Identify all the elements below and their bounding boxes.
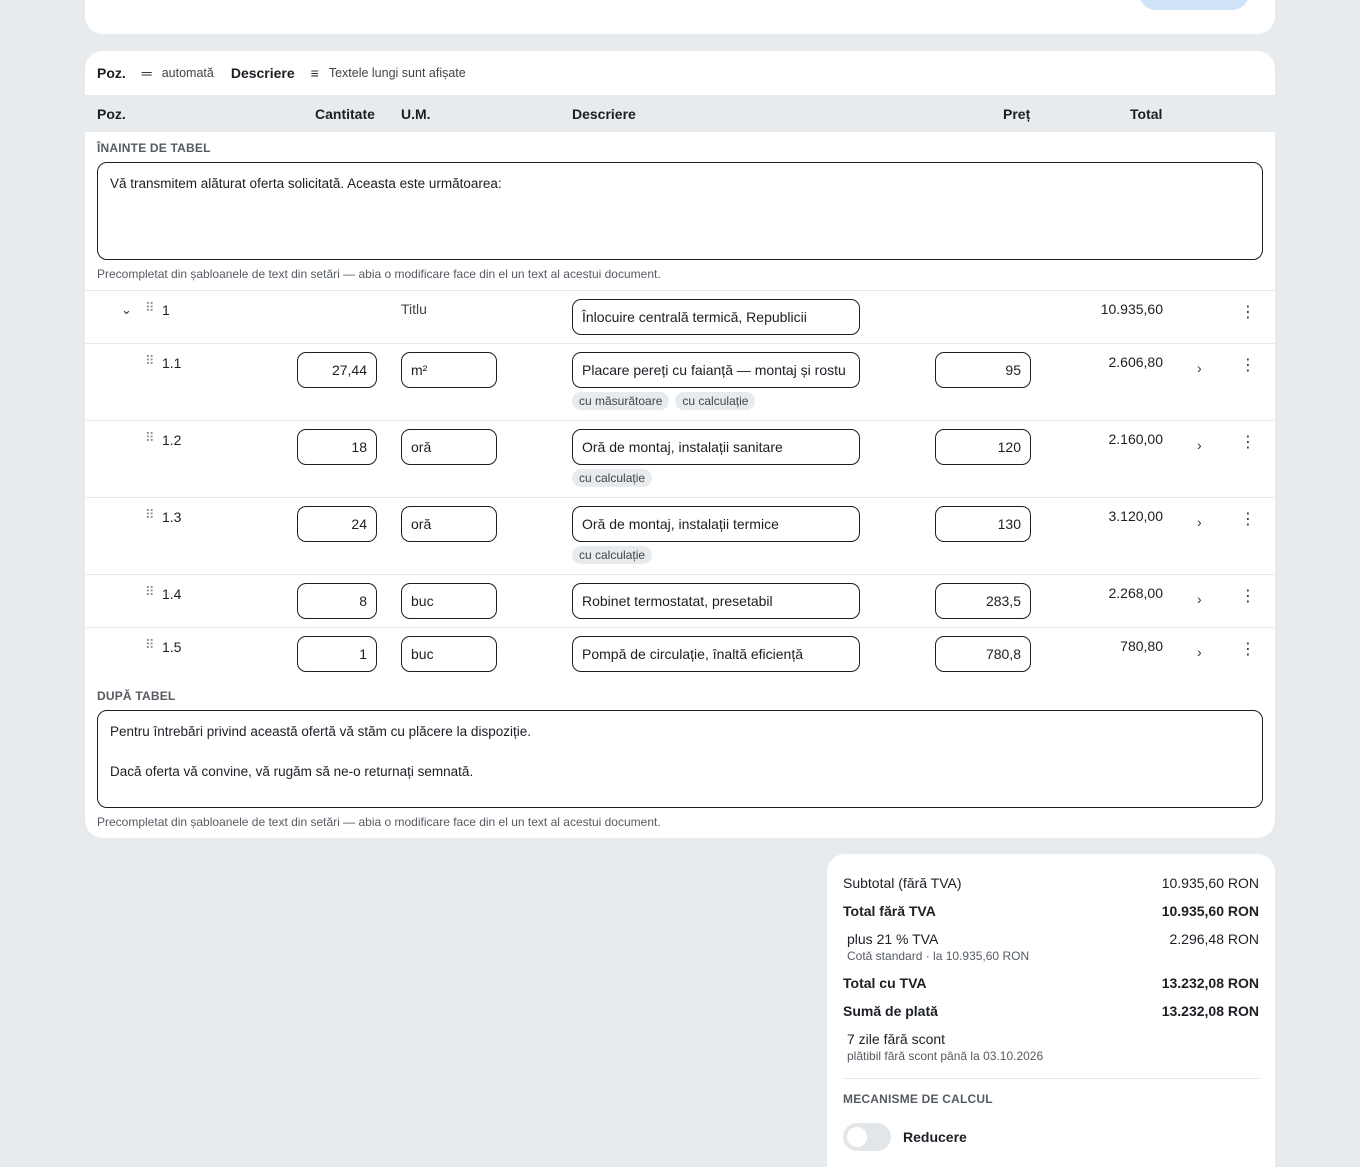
row-pos: 1.3 xyxy=(162,509,182,525)
row-total: 3.120,00 xyxy=(1108,508,1163,524)
col-total: Total xyxy=(1130,106,1163,122)
after-table-label: DUPĂ TABEL xyxy=(97,689,176,703)
subtotal-value: 10.935,60 RON xyxy=(1161,875,1259,891)
payment-terms-label: 7 zile fără scont xyxy=(847,1031,946,1047)
badge-calculation[interactable]: cu calculație xyxy=(675,392,755,410)
col-pos: Poz. xyxy=(97,106,126,122)
top-card xyxy=(85,0,1275,34)
table-row xyxy=(85,420,1275,497)
unit-field[interactable]: buc xyxy=(401,636,497,672)
badge-measurement[interactable]: cu măsurătoare xyxy=(572,392,669,410)
discount-toggle[interactable] xyxy=(843,1123,891,1151)
row-pos: 1.1 xyxy=(162,355,182,371)
price-field[interactable]: 283,5 xyxy=(935,583,1031,619)
drag-handle-icon[interactable]: ⠿ xyxy=(145,637,155,652)
desc-field[interactable]: Placare pereți cu faianță — montaj și rostu xyxy=(572,352,860,388)
kebab-menu-icon[interactable]: ⋮ xyxy=(1240,641,1256,658)
row-total: 2.606,80 xyxy=(1108,354,1163,370)
badge-calculation[interactable]: cu calculație xyxy=(572,469,652,487)
chevron-right-icon[interactable]: › xyxy=(1197,437,1202,453)
qty-field[interactable]: 27,44 xyxy=(297,352,377,388)
drag-handle-icon[interactable]: ⠿ xyxy=(145,507,155,522)
subtotal-line xyxy=(843,875,1259,891)
table-row xyxy=(85,497,1275,574)
chevron-right-icon[interactable]: › xyxy=(1197,360,1202,376)
vat-line xyxy=(847,931,1259,947)
price-field[interactable]: 130 xyxy=(935,506,1031,542)
subtotal-label: Subtotal (fără TVA) xyxy=(843,875,962,891)
after-table-hint: Precompletat din șabloanele de text din setări — abia o modificare face din el un text al acestui document. xyxy=(97,815,661,829)
positions-card xyxy=(85,51,1275,838)
title-row xyxy=(85,290,1275,343)
badge-calculation[interactable]: cu calculație xyxy=(572,546,652,564)
unit-field[interactable]: buc xyxy=(401,583,497,619)
kebab-menu-icon[interactable]: ⋮ xyxy=(1240,304,1256,321)
calc-mechanisms-title: MECANISME DE CALCUL xyxy=(843,1092,993,1106)
gross-total-value: 13.232,08 RON xyxy=(1161,975,1259,991)
drag-handle-icon[interactable]: ⠿ xyxy=(145,300,155,315)
table-row xyxy=(85,343,1275,420)
summary-card xyxy=(827,854,1275,1167)
net-total-label: Total fără TVA xyxy=(843,903,936,919)
desc-field[interactable]: Robinet termostatat, presetabil xyxy=(572,583,860,619)
qty-field[interactable]: 8 xyxy=(297,583,377,619)
row-total: 2.268,00 xyxy=(1108,585,1163,601)
chevron-down-icon[interactable]: ⌄ xyxy=(121,302,132,317)
drag-handle-icon[interactable]: ⠿ xyxy=(145,430,155,445)
gross-total-line xyxy=(843,975,1259,991)
after-table-textarea[interactable]: Pentru întrebări privind această ofertă vă stăm cu plăcere la dispoziție. Dacă oferta vă convine, vă rugăm să ne-o returnați semnată. xyxy=(97,710,1263,808)
price-field[interactable]: 120 xyxy=(935,429,1031,465)
table-toolbar xyxy=(85,51,1275,95)
table-row xyxy=(85,574,1275,627)
col-price: Preț xyxy=(1003,106,1031,122)
chevron-right-icon[interactable]: › xyxy=(1197,644,1202,660)
row-pos: 1.4 xyxy=(162,586,182,602)
desc-field[interactable]: Oră de montaj, instalații sanitare xyxy=(572,429,860,465)
amount-due-line xyxy=(843,1003,1259,1019)
row-pos: 1.5 xyxy=(162,639,182,655)
numbering-icon[interactable]: ═ xyxy=(141,65,152,81)
payment-terms-subtext: plătibil fără scont până la 03.10.2026 xyxy=(847,1049,1044,1063)
desc-mode-value[interactable]: Textele lungi sunt afișate xyxy=(328,66,466,80)
primary-button[interactable] xyxy=(1139,0,1249,10)
before-table-label: ÎNAINTE DE TABEL xyxy=(97,141,211,155)
row-total: 780,80 xyxy=(1120,638,1163,654)
col-desc: Descriere xyxy=(572,106,636,122)
row-pos: 1 xyxy=(162,302,170,318)
desc-field[interactable]: Oră de montaj, instalații termice xyxy=(572,506,860,542)
pos-mode-label: Poz. xyxy=(97,65,126,81)
net-total-value: 10.935,60 RON xyxy=(1161,903,1259,919)
chevron-right-icon[interactable]: › xyxy=(1197,514,1202,530)
amount-due-label: Sumă de plată xyxy=(843,1003,938,1019)
desc-mode-label: Descriere xyxy=(230,65,295,81)
pos-mode-value[interactable]: automată xyxy=(161,66,214,80)
unit-field[interactable]: oră xyxy=(401,506,497,542)
kebab-menu-icon[interactable]: ⋮ xyxy=(1240,511,1256,528)
row-total: 10.935,60 xyxy=(1100,301,1163,317)
vat-subtext: Cotă standard · la 10.935,60 RON xyxy=(847,949,1030,963)
row-type: Titlu xyxy=(401,301,427,317)
row-pos: 1.2 xyxy=(162,432,182,448)
drag-handle-icon[interactable]: ⠿ xyxy=(145,353,155,368)
text-lines-icon[interactable]: ≡ xyxy=(310,65,319,81)
vat-label: plus 21 % TVA xyxy=(847,931,939,947)
table-row xyxy=(85,627,1275,680)
divider xyxy=(843,1078,1259,1079)
price-field[interactable]: 95 xyxy=(935,352,1031,388)
qty-field[interactable]: 18 xyxy=(297,429,377,465)
net-total-line xyxy=(843,903,1259,919)
before-table-textarea[interactable]: Vă transmitem alăturat oferta solicitată. Aceasta este următoarea: xyxy=(97,162,1263,260)
discount-label: Reducere xyxy=(903,1129,967,1145)
amount-due-value: 13.232,08 RON xyxy=(1161,1003,1259,1019)
desc-field[interactable]: Pompă de circulație, înaltă eficiență xyxy=(572,636,860,672)
vat-value: 2.296,48 RON xyxy=(1169,931,1259,947)
gross-total-label: Total cu TVA xyxy=(843,975,927,991)
row-total: 2.160,00 xyxy=(1108,431,1163,447)
payment-terms-line xyxy=(847,1031,1259,1047)
kebab-menu-icon[interactable]: ⋮ xyxy=(1240,434,1256,451)
col-unit: U.M. xyxy=(401,106,431,122)
qty-field[interactable]: 1 xyxy=(297,636,377,672)
drag-handle-icon[interactable]: ⠿ xyxy=(145,584,155,599)
unit-field[interactable]: m² xyxy=(401,352,497,388)
desc-field[interactable]: Înlocuire centrală termică, Republicii xyxy=(572,299,860,335)
kebab-menu-icon[interactable]: ⋮ xyxy=(1240,357,1256,374)
price-field[interactable]: 780,8 xyxy=(935,636,1031,672)
before-table-hint: Precompletat din șabloanele de text din setări — abia o modificare face din el un text al acestui document. xyxy=(97,267,661,281)
kebab-menu-icon[interactable]: ⋮ xyxy=(1240,588,1256,605)
table-header xyxy=(85,95,1275,132)
chevron-right-icon[interactable]: › xyxy=(1197,591,1202,607)
qty-field[interactable]: 24 xyxy=(297,506,377,542)
unit-field[interactable]: oră xyxy=(401,429,497,465)
col-qty: Cantitate xyxy=(315,106,375,122)
